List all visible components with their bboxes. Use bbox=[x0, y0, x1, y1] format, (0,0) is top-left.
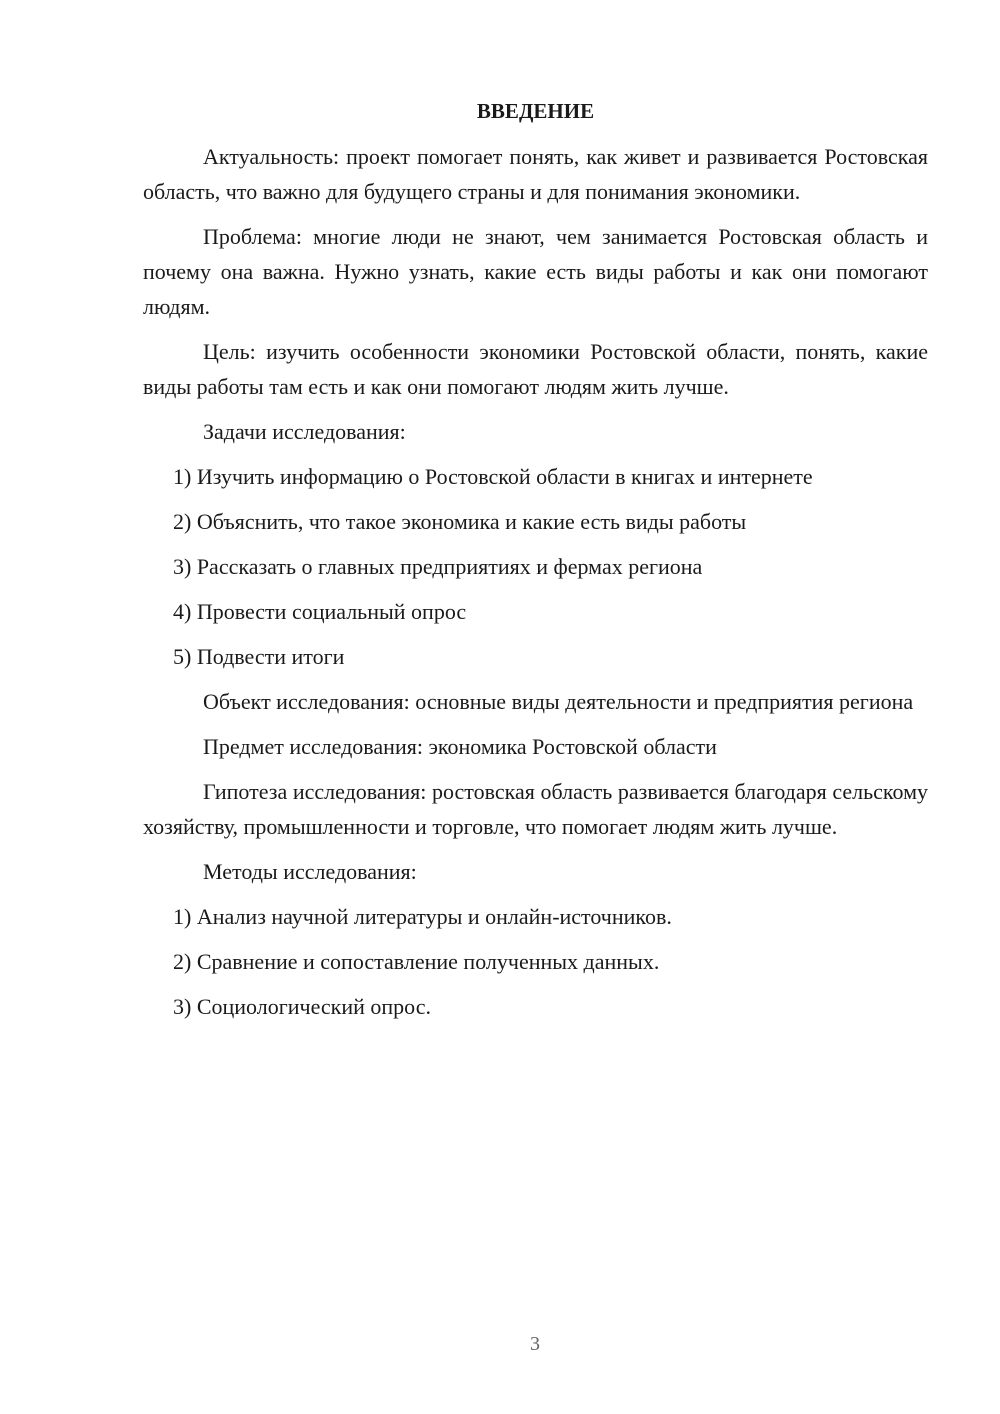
tasks-list bbox=[143, 459, 928, 674]
methods-heading: Методы исследования: bbox=[203, 859, 417, 884]
methods-list bbox=[143, 899, 928, 1024]
task-item: 5) Подвести итоги bbox=[173, 644, 345, 669]
task-item: 4) Провести социальный опрос bbox=[173, 599, 467, 624]
method-item: 1) Анализ научной литературы и онлайн-источников. bbox=[173, 904, 672, 929]
goal-paragraph: Цель: изучить особенности экономики Ростовской области, понять, какие виды работы там есть и как они помогают людям жить лучше. bbox=[143, 339, 928, 399]
subject-paragraph: Предмет исследования: экономика Ростовской области bbox=[203, 734, 717, 759]
task-item: 3) Рассказать о главных предприятиях и фермах региона bbox=[173, 554, 703, 579]
task-item: 1) Изучить информацию о Ростовской области в книгах и интернете bbox=[173, 464, 813, 489]
method-item: 3) Социологический опрос. bbox=[173, 994, 431, 1019]
relevance-paragraph: Актуальность: проект помогает понять, как живет и развивается Ростовская область, что важно для будущего страны и для понимания экономики. bbox=[143, 144, 928, 204]
problem-paragraph: Проблема: многие люди не знают, чем занимается Ростовская область и почему она важна. Нужно узнать, какие есть виды работы и как они помогают людям. bbox=[143, 224, 928, 319]
method-item: 2) Сравнение и сопоставление полученных данных. bbox=[173, 949, 660, 974]
hypothesis-paragraph: Гипотеза исследования: ростовская область развивается благодаря сельскому хозяйству, промышленности и торговле, что помогает людям жить лучше. bbox=[143, 779, 928, 839]
object-paragraph: Объект исследования: основные виды деятельности и предприятия региона bbox=[203, 689, 914, 714]
page-number: 3 bbox=[530, 1333, 540, 1355]
tasks-heading: Задачи исследования: bbox=[203, 419, 406, 444]
page-title: ВВЕДЕНИЕ bbox=[476, 99, 595, 123]
task-item: 2) Объяснить, что такое экономика и какие есть виды работы bbox=[173, 509, 747, 534]
page-content bbox=[143, 95, 928, 1034]
